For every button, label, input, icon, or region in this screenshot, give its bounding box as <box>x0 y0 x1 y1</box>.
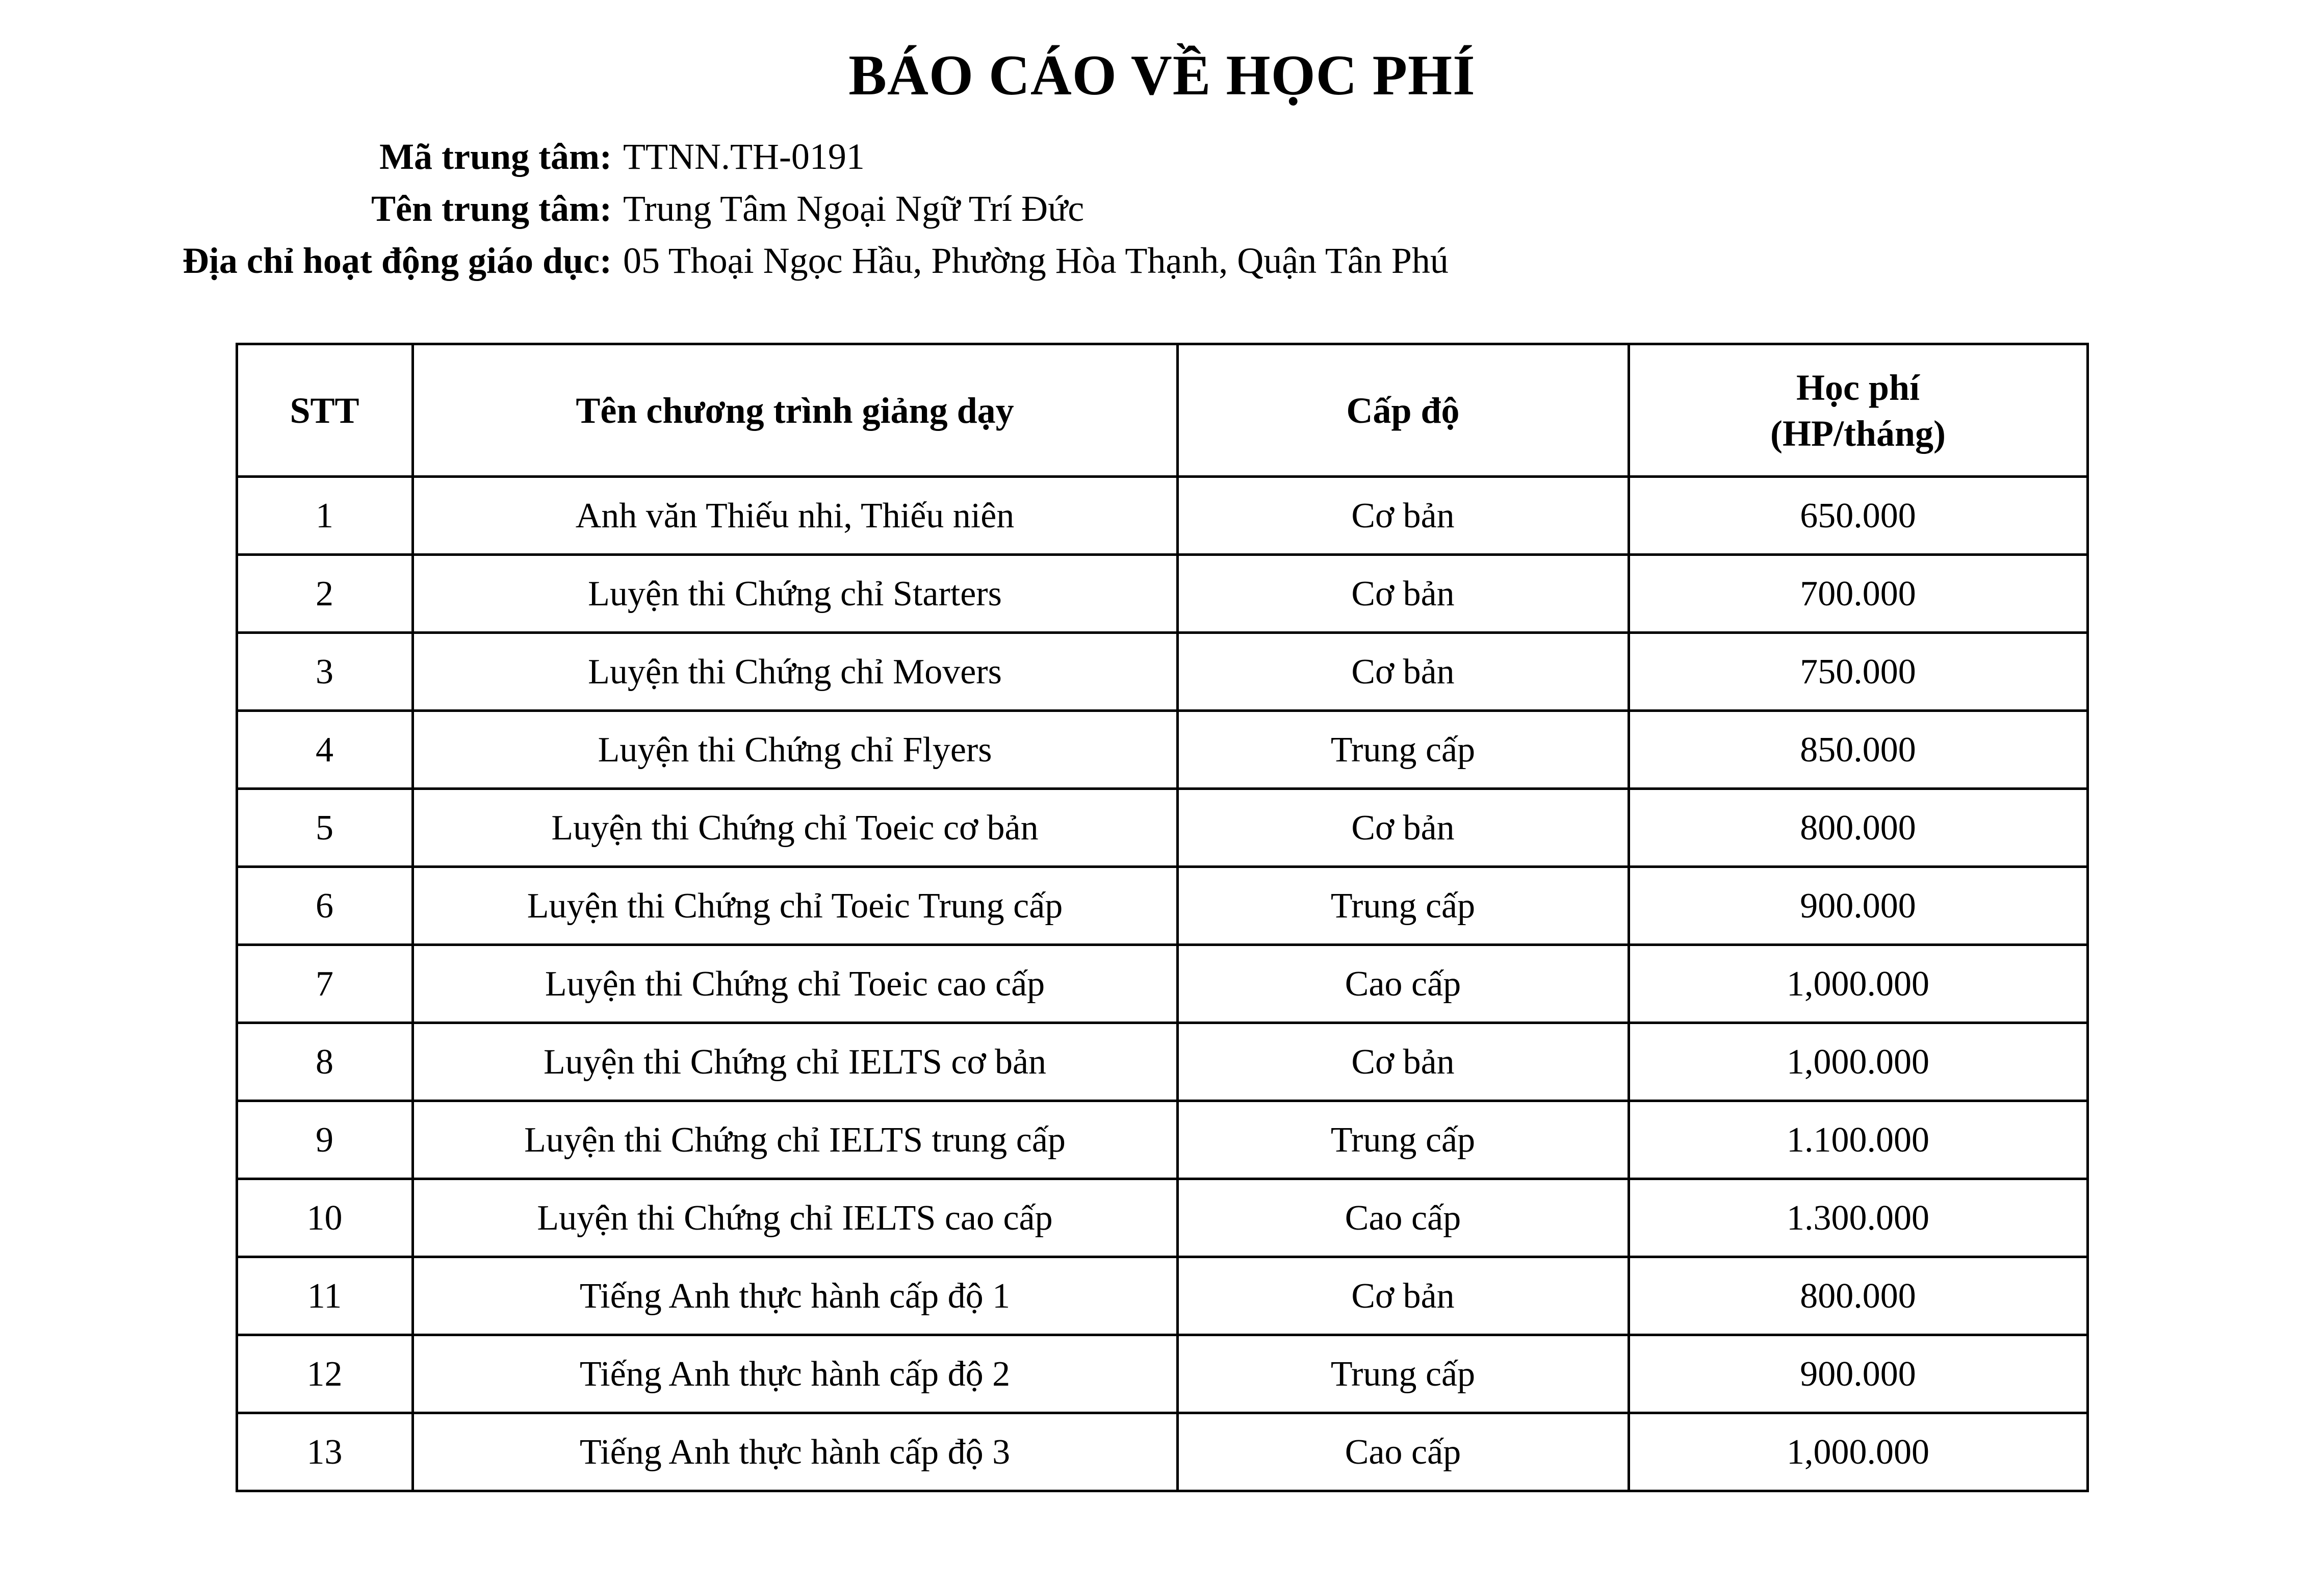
table-head <box>237 344 2087 477</box>
table-row <box>237 789 2087 867</box>
cell-stt: 5 <box>237 789 412 867</box>
cell-stt: 8 <box>237 1023 412 1101</box>
cell-stt: 6 <box>237 867 412 945</box>
column-header-stt: STT <box>237 344 412 477</box>
page-title: BÁO CÁO VỀ HỌC PHÍ <box>848 44 1476 107</box>
cell-program: Luyện thi Chứng chỉ IELTS cao cấp <box>412 1179 1177 1257</box>
fee-table <box>236 343 2089 1492</box>
cell-stt: 7 <box>237 945 412 1023</box>
cell-fee: 1.100.000 <box>1629 1101 2087 1179</box>
cell-stt: 1 <box>237 477 412 555</box>
cell-fee: 1,000.000 <box>1629 945 2087 1023</box>
cell-level: Trung cấp <box>1177 867 1629 945</box>
cell-level: Cao cấp <box>1177 945 1629 1023</box>
meta-value-address: 05 Thoại Ngọc Hầu, Phường Hòa Thạnh, Quận Tân Phú <box>623 240 1449 282</box>
cell-program: Luyện thi Chứng chỉ IELTS trung cấp <box>412 1101 1177 1179</box>
table-row <box>237 1335 2087 1413</box>
cell-fee: 1,000.000 <box>1629 1413 2087 1491</box>
table-row <box>237 555 2087 633</box>
table-row <box>237 945 2087 1023</box>
cell-fee: 800.000 <box>1629 1257 2087 1335</box>
table-row <box>237 1257 2087 1335</box>
cell-level: Cơ bản <box>1177 789 1629 867</box>
cell-program: Luyện thi Chứng chỉ Toeic Trung cấp <box>412 867 1177 945</box>
column-header-fee <box>1629 344 2087 477</box>
table-body <box>237 477 2087 1491</box>
table-row <box>237 477 2087 555</box>
table-row <box>237 1413 2087 1491</box>
table-row <box>237 711 2087 789</box>
cell-level: Trung cấp <box>1177 1101 1629 1179</box>
cell-level: Trung cấp <box>1177 1335 1629 1413</box>
meta-value-center-code: TTNN.TH-0191 <box>623 136 865 177</box>
report-page <box>0 46 2324 1583</box>
center-info-block <box>0 131 2324 287</box>
cell-fee: 650.000 <box>1629 477 2087 555</box>
cell-program: Luyện thi Chứng chỉ Toeic cơ bản <box>412 789 1177 867</box>
cell-stt: 2 <box>237 555 412 633</box>
meta-row-address <box>97 235 2324 287</box>
cell-level: Cao cấp <box>1177 1179 1629 1257</box>
cell-fee: 850.000 <box>1629 711 2087 789</box>
cell-level: Cơ bản <box>1177 1257 1629 1335</box>
cell-program: Luyện thi Chứng chỉ Movers <box>412 633 1177 711</box>
cell-program: Anh văn Thiếu nhi, Thiếu niên <box>412 477 1177 555</box>
cell-level: Cao cấp <box>1177 1413 1629 1491</box>
cell-program: Luyện thi Chứng chỉ Toeic cao cấp <box>412 945 1177 1023</box>
column-header-fee-line2: (HP/tháng) <box>1770 413 1946 454</box>
cell-fee: 750.000 <box>1629 633 2087 711</box>
meta-row-center-name <box>97 183 2324 235</box>
cell-level: Cơ bản <box>1177 633 1629 711</box>
cell-stt: 9 <box>237 1101 412 1179</box>
column-header-fee-line1: Học phí <box>1796 367 1920 408</box>
fee-table-container <box>0 343 2324 1492</box>
cell-program: Luyện thi Chứng chỉ IELTS cơ bản <box>412 1023 1177 1101</box>
cell-program: Luyện thi Chứng chỉ Flyers <box>412 711 1177 789</box>
table-row <box>237 1023 2087 1101</box>
cell-stt: 11 <box>237 1257 412 1335</box>
cell-program: Tiếng Anh thực hành cấp độ 3 <box>412 1413 1177 1491</box>
column-header-program: Tên chương trình giảng dạy <box>412 344 1177 477</box>
table-row <box>237 867 2087 945</box>
cell-level: Cơ bản <box>1177 477 1629 555</box>
cell-program: Tiếng Anh thực hành cấp độ 1 <box>412 1257 1177 1335</box>
cell-level: Cơ bản <box>1177 1023 1629 1101</box>
cell-fee: 900.000 <box>1629 867 2087 945</box>
meta-row-center-code <box>97 131 2324 183</box>
meta-label-center-code: Mã trung tâm: <box>379 136 612 177</box>
cell-fee: 1,000.000 <box>1629 1023 2087 1101</box>
cell-stt: 13 <box>237 1413 412 1491</box>
cell-program: Luyện thi Chứng chỉ Starters <box>412 555 1177 633</box>
cell-stt: 12 <box>237 1335 412 1413</box>
table-header-row <box>237 344 2087 477</box>
cell-fee: 1.300.000 <box>1629 1179 2087 1257</box>
meta-value-center-name: Trung Tâm Ngoại Ngữ Trí Đức <box>623 188 1084 229</box>
cell-program: Tiếng Anh thực hành cấp độ 2 <box>412 1335 1177 1413</box>
cell-level: Cơ bản <box>1177 555 1629 633</box>
cell-stt: 3 <box>237 633 412 711</box>
cell-fee: 900.000 <box>1629 1335 2087 1413</box>
table-row <box>237 1101 2087 1179</box>
table-row <box>237 1179 2087 1257</box>
column-header-level: Cấp độ <box>1177 344 1629 477</box>
cell-fee: 700.000 <box>1629 555 2087 633</box>
meta-label-center-name: Tên trung tâm: <box>371 188 612 229</box>
cell-fee: 800.000 <box>1629 789 2087 867</box>
cell-stt: 4 <box>237 711 412 789</box>
table-row <box>237 633 2087 711</box>
meta-label-address: Địa chỉ hoạt động giáo dục: <box>182 240 612 282</box>
cell-level: Trung cấp <box>1177 711 1629 789</box>
cell-stt: 10 <box>237 1179 412 1257</box>
